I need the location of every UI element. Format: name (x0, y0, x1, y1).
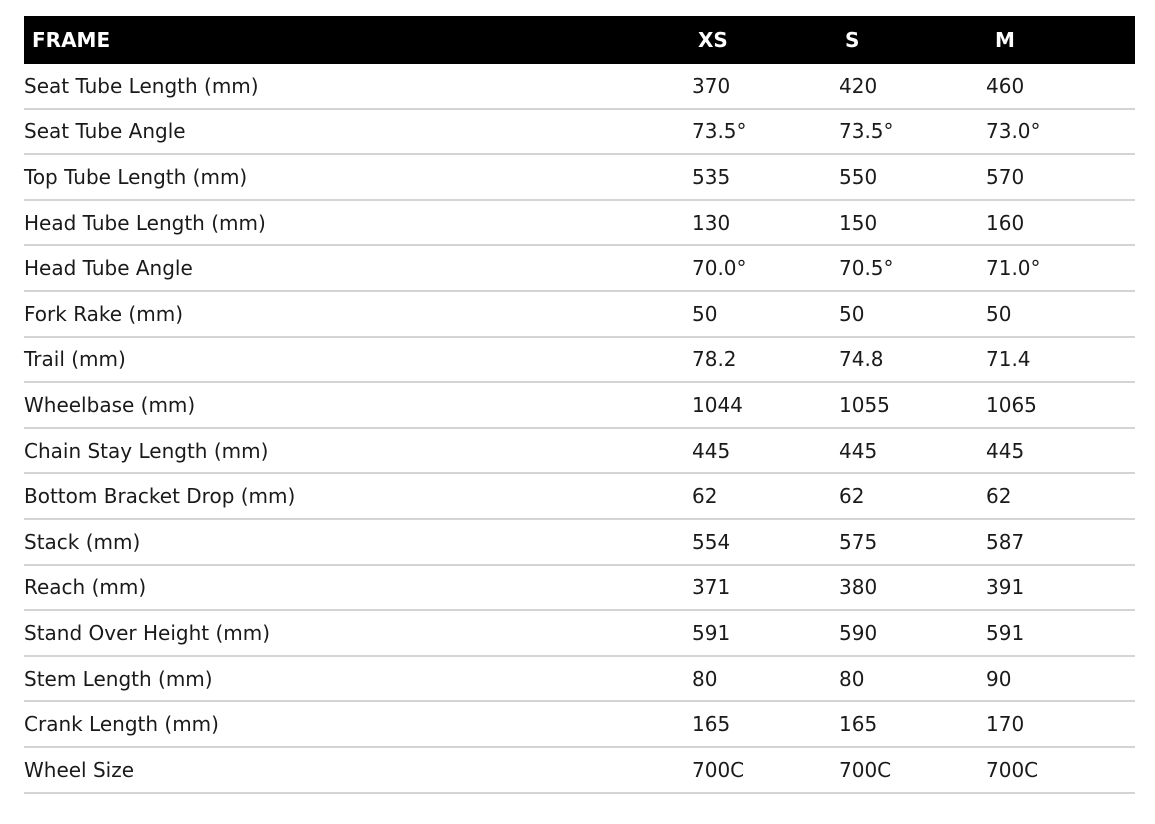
value-size-m: 71.0° (985, 245, 1135, 291)
table-row (24, 245, 1135, 291)
value-size-s: 50 (838, 291, 985, 337)
row-label: Seat Tube Angle (24, 109, 691, 155)
table-row (24, 519, 1135, 565)
value-size-xs: 130 (691, 200, 838, 246)
table-header (24, 16, 1135, 64)
row-label: Seat Tube Length (mm) (24, 64, 691, 109)
value-size-m: 445 (985, 428, 1135, 474)
value-size-m: 460 (985, 64, 1135, 109)
value-size-m: 90 (985, 656, 1135, 702)
table-row (24, 154, 1135, 200)
row-label: Wheel Size (24, 747, 691, 793)
header-size-xs: XS (691, 16, 838, 64)
value-size-m: 62 (985, 473, 1135, 519)
value-size-m: 1065 (985, 382, 1135, 428)
value-size-s: 575 (838, 519, 985, 565)
value-size-s: 70.5° (838, 245, 985, 291)
value-size-s: 420 (838, 64, 985, 109)
value-size-xs: 370 (691, 64, 838, 109)
table-row (24, 428, 1135, 474)
table-row (24, 109, 1135, 155)
value-size-xs: 1044 (691, 382, 838, 428)
table-row (24, 747, 1135, 793)
value-size-xs: 78.2 (691, 337, 838, 383)
header-size-m: M (985, 16, 1135, 64)
value-size-xs: 50 (691, 291, 838, 337)
value-size-xs: 554 (691, 519, 838, 565)
value-size-s: 62 (838, 473, 985, 519)
table-row (24, 473, 1135, 519)
value-size-m: 73.0° (985, 109, 1135, 155)
table-row (24, 565, 1135, 611)
value-size-m: 71.4 (985, 337, 1135, 383)
value-size-xs: 535 (691, 154, 838, 200)
frame-geometry-table (24, 16, 1135, 794)
value-size-xs: 371 (691, 565, 838, 611)
value-size-m: 700C (985, 747, 1135, 793)
row-label: Crank Length (mm) (24, 701, 691, 747)
value-size-m: 587 (985, 519, 1135, 565)
row-label: Bottom Bracket Drop (mm) (24, 473, 691, 519)
table-row (24, 610, 1135, 656)
row-label: Stem Length (mm) (24, 656, 691, 702)
row-label: Chain Stay Length (mm) (24, 428, 691, 474)
header-size-s: S (838, 16, 985, 64)
table-row (24, 656, 1135, 702)
value-size-s: 150 (838, 200, 985, 246)
row-label: Trail (mm) (24, 337, 691, 383)
value-size-s: 80 (838, 656, 985, 702)
row-label: Reach (mm) (24, 565, 691, 611)
value-size-xs: 591 (691, 610, 838, 656)
value-size-s: 445 (838, 428, 985, 474)
value-size-m: 591 (985, 610, 1135, 656)
value-size-s: 700C (838, 747, 985, 793)
row-label: Head Tube Length (mm) (24, 200, 691, 246)
value-size-xs: 70.0° (691, 245, 838, 291)
table-row (24, 701, 1135, 747)
table-row (24, 337, 1135, 383)
table-row (24, 291, 1135, 337)
value-size-xs: 700C (691, 747, 838, 793)
row-label: Fork Rake (mm) (24, 291, 691, 337)
value-size-xs: 80 (691, 656, 838, 702)
value-size-s: 74.8 (838, 337, 985, 383)
value-size-xs: 165 (691, 701, 838, 747)
value-size-s: 550 (838, 154, 985, 200)
row-label: Top Tube Length (mm) (24, 154, 691, 200)
value-size-s: 165 (838, 701, 985, 747)
value-size-m: 170 (985, 701, 1135, 747)
row-label: Stand Over Height (mm) (24, 610, 691, 656)
value-size-s: 380 (838, 565, 985, 611)
table-row (24, 64, 1135, 109)
row-label: Head Tube Angle (24, 245, 691, 291)
value-size-m: 160 (985, 200, 1135, 246)
header-row (24, 16, 1135, 64)
value-size-m: 50 (985, 291, 1135, 337)
header-frame: FRAME (24, 16, 691, 64)
value-size-xs: 62 (691, 473, 838, 519)
table-body (24, 64, 1135, 793)
table-row (24, 382, 1135, 428)
value-size-m: 391 (985, 565, 1135, 611)
row-label: Stack (mm) (24, 519, 691, 565)
value-size-s: 1055 (838, 382, 985, 428)
table-row (24, 200, 1135, 246)
value-size-s: 73.5° (838, 109, 985, 155)
row-label: Wheelbase (mm) (24, 382, 691, 428)
value-size-xs: 73.5° (691, 109, 838, 155)
value-size-xs: 445 (691, 428, 838, 474)
value-size-s: 590 (838, 610, 985, 656)
value-size-m: 570 (985, 154, 1135, 200)
